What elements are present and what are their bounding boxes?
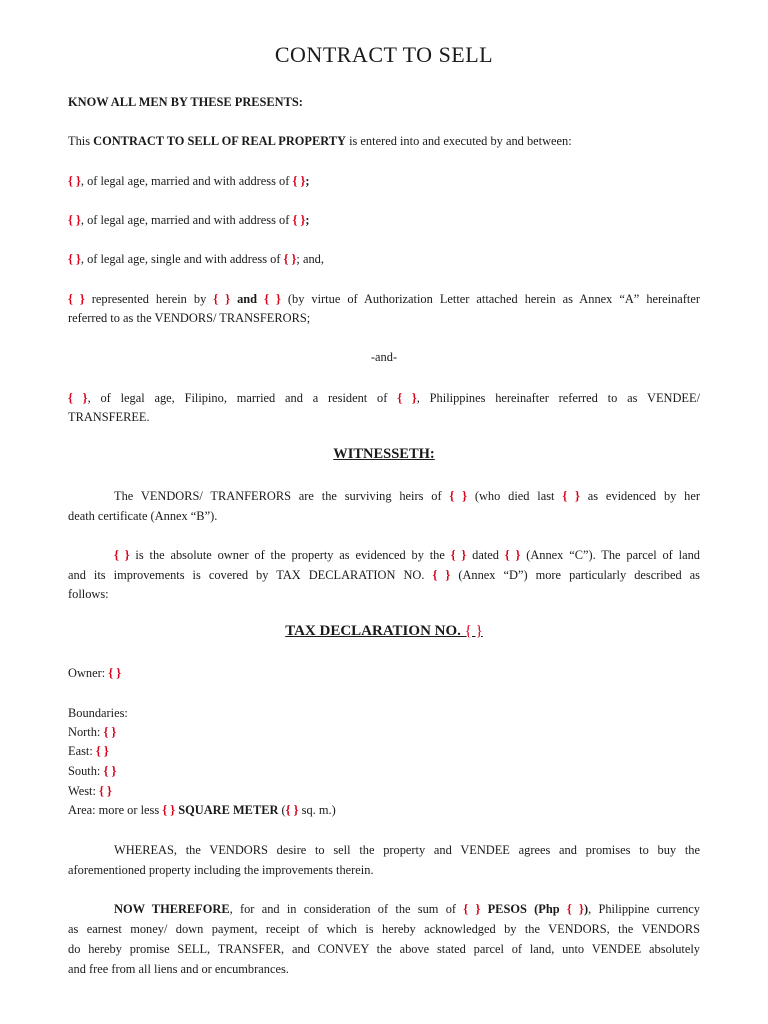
- intro-bold: CONTRACT TO SELL OF REAL PROPERTY: [93, 134, 346, 148]
- west-label: West:: [68, 784, 100, 798]
- placeholder-field: { }: [68, 252, 81, 266]
- representative-line-2: referred to as the VENDORS/ TRANSFERORS;: [68, 311, 311, 325]
- now-therefore-line-1: [114, 901, 700, 917]
- north-label: North:: [68, 725, 104, 739]
- document-title: CONTRACT TO SELL: [274, 42, 494, 67]
- whereas-line-2: aforementioned property including the improvements therein.: [68, 863, 374, 877]
- w1-pre: The VENDORS/ TRANFERORS are the surviving heirs of: [114, 489, 450, 503]
- north-line: [68, 724, 116, 740]
- w2-post: (Annex “C”). The parcel of land: [520, 548, 700, 562]
- w1-post: as evidenced by her: [579, 489, 700, 503]
- vendee-post: , Philippines hereinafter referred to as VENDEE/: [416, 391, 701, 405]
- pesos-label: PESOS (Php: [480, 902, 567, 916]
- party-1: [68, 173, 310, 189]
- party-3-text: , of legal age, single and with address of: [80, 252, 284, 266]
- placeholder-field: { }: [562, 489, 580, 503]
- placeholder-field: { }: [264, 292, 281, 306]
- square-meter: SQUARE METER: [175, 803, 279, 817]
- w1-mid: (who died last: [467, 489, 563, 503]
- placeholder-field: { }: [68, 213, 81, 227]
- placeholder-field: { }: [449, 489, 468, 503]
- vendee-line-1: [68, 390, 700, 406]
- witness-para-2-line-1: [114, 547, 700, 563]
- south-label: South:: [68, 764, 104, 778]
- and-end: ; and,: [296, 252, 324, 266]
- and-separator: -and-: [370, 350, 398, 364]
- placeholder-field: { }: [292, 213, 306, 227]
- tax-heading-text: TAX DECLARATION NO.: [285, 623, 465, 639]
- placeholder-field: { }: [114, 548, 130, 562]
- placeholder-field: { }: [103, 725, 117, 739]
- w2-mid1: is the absolute owner of the property as evidenced by the: [129, 548, 451, 562]
- witness-para-2-line-3: follows:: [68, 587, 109, 601]
- intro-line: [68, 133, 572, 149]
- east-line: [68, 743, 109, 759]
- intro-pre: This: [68, 134, 94, 148]
- preamble: KNOW ALL MEN BY THESE PRESENTS:: [68, 95, 303, 109]
- now-therefore-bold: NOW THEREFORE: [114, 902, 230, 916]
- nt-post: , Philippine currency: [588, 902, 700, 916]
- party-1-text: , of legal age, married and with address of: [80, 174, 293, 188]
- witness-para-2-line-2: [68, 567, 700, 583]
- semicolon: ;: [305, 213, 310, 227]
- boundaries-label: Boundaries:: [68, 706, 128, 720]
- w2-line2-pre: and its improvements is covered by TAX DECLARATION NO.: [68, 568, 433, 582]
- west-line: [68, 783, 112, 799]
- placeholder-field: { }: [108, 666, 122, 680]
- intro-post: is entered into and executed by and between:: [345, 134, 572, 148]
- area-open: (: [278, 803, 286, 817]
- placeholder-field: { }: [450, 548, 467, 562]
- nt-text: , for and in consideration of the sum of: [229, 902, 464, 916]
- placeholder-field: { }: [103, 764, 117, 778]
- tax-declaration-heading: [0, 623, 768, 640]
- w2-mid2: dated: [466, 548, 505, 562]
- placeholder-field: { }: [285, 803, 299, 817]
- placeholder-field: { }: [464, 623, 483, 639]
- rep-post: (by virtue of Authorization Letter attached herein as Annex “A” hereinafter: [280, 292, 700, 306]
- party-2: [68, 212, 310, 228]
- now-therefore-line-3: do hereby promise SELL, TRANSFER, and CONVEY the above stated parcel of land, unto VENDEE absolutely: [68, 942, 700, 956]
- placeholder-field: { }: [504, 548, 521, 562]
- witness-para-1-line-2: death certificate (Annex “B”).: [68, 509, 218, 523]
- placeholder-field: { }: [68, 292, 85, 306]
- placeholder-field: { }: [213, 292, 231, 306]
- placeholder-field: { }: [68, 174, 81, 188]
- owner-line: [68, 665, 121, 681]
- semicolon: ;: [305, 174, 310, 188]
- placeholder-field: { }: [292, 174, 306, 188]
- south-line: [68, 763, 116, 779]
- placeholder-field: { }: [566, 902, 584, 916]
- placeholder-field: { }: [397, 391, 417, 405]
- placeholder-field: { }: [68, 391, 88, 405]
- vendee-line-2: TRANSFEREE.: [68, 410, 150, 424]
- close-paren: ): [583, 902, 589, 916]
- area-pre: Area: more or less: [68, 803, 163, 817]
- placeholder-field: { }: [432, 568, 451, 582]
- now-therefore-line-2: as earnest money/ down payment, receipt of which is hereby acknowledged by the VENDORS, the VENDORS: [68, 922, 700, 936]
- area-post: sq. m.): [298, 803, 336, 817]
- party-3: [68, 251, 324, 267]
- rep-and: and: [230, 292, 265, 306]
- placeholder-field: { }: [463, 902, 481, 916]
- representative-line-1: [68, 291, 700, 307]
- placeholder-field: { }: [283, 252, 297, 266]
- now-therefore-line-4: and free from all liens and or encumbrances.: [68, 962, 289, 976]
- placeholder-field: { }: [95, 744, 109, 758]
- witness-para-1-line-1: [114, 488, 700, 504]
- w2-line2-post: (Annex “D”) more particularly described as: [450, 568, 701, 582]
- east-label: East:: [68, 744, 96, 758]
- rep-text: represented herein by: [84, 292, 214, 306]
- placeholder-field: { }: [99, 784, 112, 798]
- vendee-text: , of legal age, Filipino, married and a resident of: [87, 391, 398, 405]
- owner-label: Owner:: [68, 666, 109, 680]
- area-line: [68, 802, 336, 818]
- party-2-text: , of legal age, married and with address of: [80, 213, 293, 227]
- witnesseth-heading: WITNESSETH:: [333, 446, 435, 462]
- whereas-line-1: WHEREAS, the VENDORS desire to sell the property and VENDEE agrees and promises to buy the: [114, 843, 700, 857]
- placeholder-field: { }: [162, 803, 176, 817]
